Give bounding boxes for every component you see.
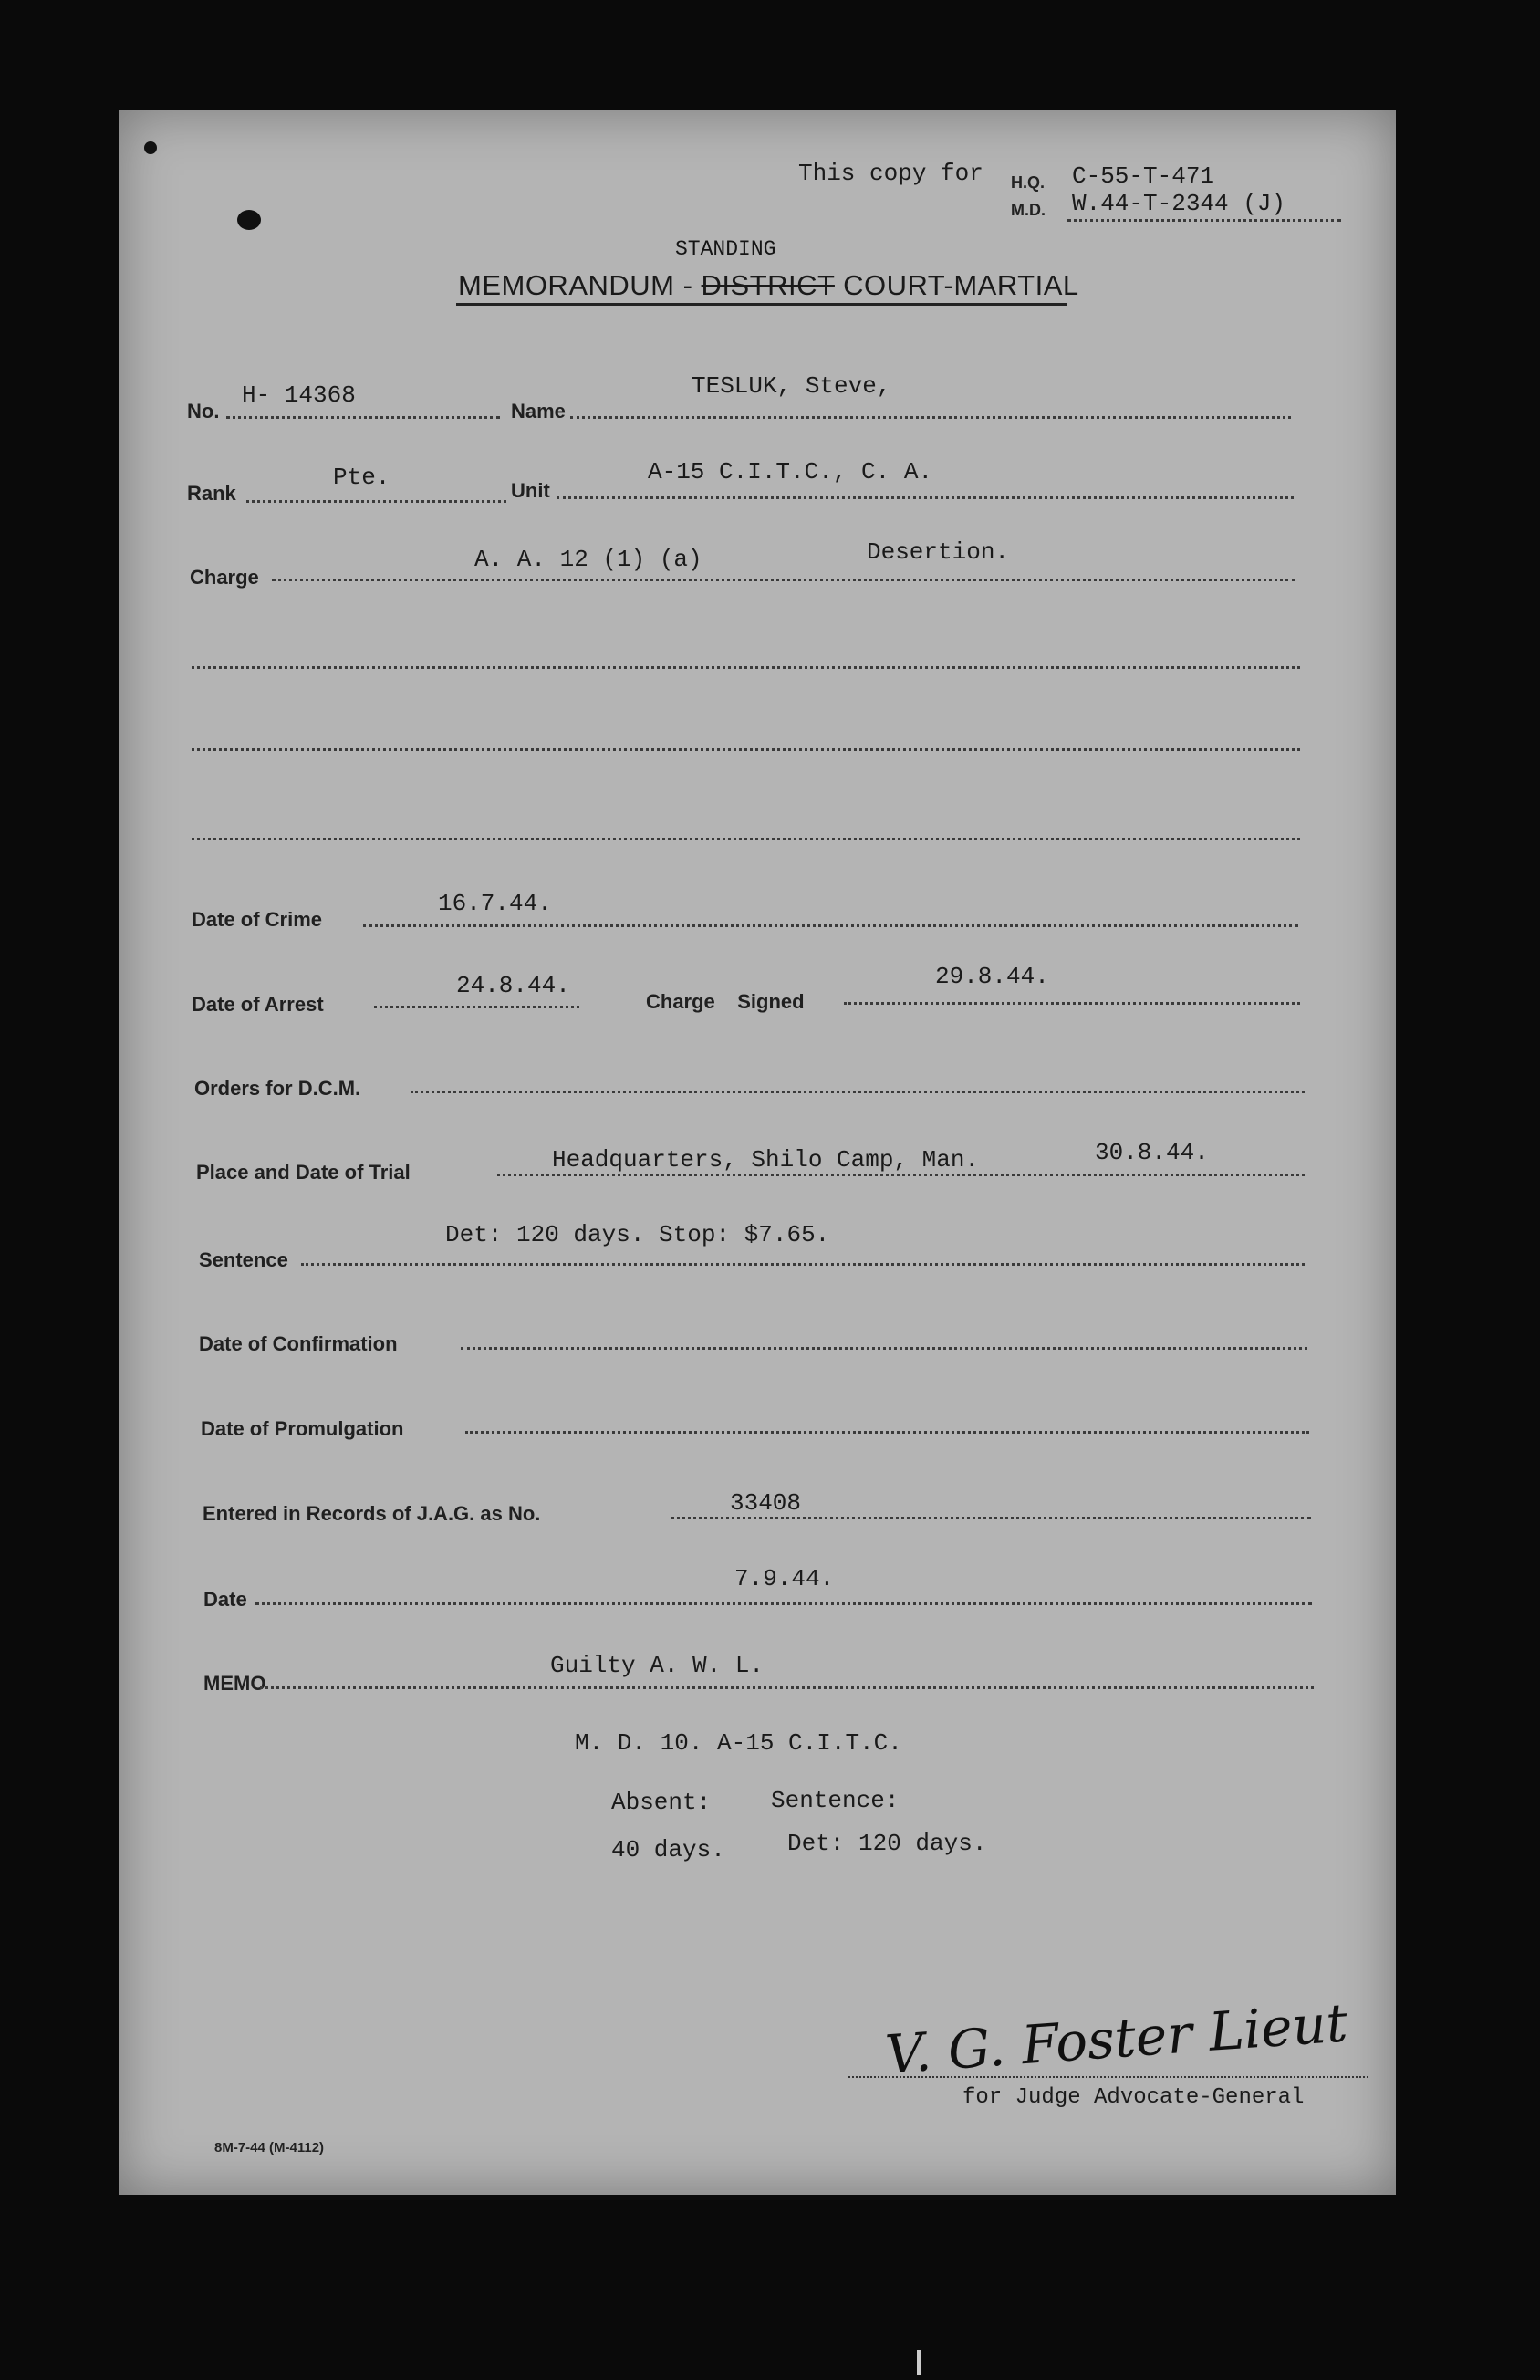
- promulgation-line: [465, 1431, 1309, 1434]
- trial-line: [497, 1174, 1305, 1176]
- absent-value: 40 days.: [611, 1836, 725, 1863]
- arrest-date-value: 24.8.44.: [456, 972, 570, 999]
- charge-description: Desertion.: [867, 538, 1010, 566]
- charge-line-3: [192, 748, 1300, 751]
- memo-sentence-value: Det: 120 days.: [787, 1830, 987, 1857]
- rank-line: [246, 500, 506, 503]
- jag-record-value: 33408: [730, 1489, 802, 1517]
- unit-line: [557, 496, 1294, 499]
- sentence-line: [301, 1263, 1305, 1266]
- title-underline: [456, 303, 1067, 306]
- memo-line: [260, 1686, 1314, 1689]
- copy-for-label: This copy for: [798, 160, 983, 187]
- memorandum-label: MEMORANDUM -: [458, 269, 693, 301]
- charge-line-4: [192, 838, 1300, 840]
- charge-line-2: [192, 666, 1300, 669]
- no-label: No.: [187, 400, 220, 423]
- memorandum-title: [458, 269, 1079, 302]
- trial-date: 30.8.44.: [1095, 1139, 1209, 1166]
- hq-label: H.Q.: [1011, 173, 1046, 192]
- rank-value: Pte.: [333, 464, 390, 491]
- date-value: 7.9.44.: [734, 1565, 835, 1592]
- punch-mark: [237, 210, 261, 230]
- trial-label: Place and Date of Trial: [196, 1161, 411, 1184]
- date-label: Date: [203, 1588, 247, 1611]
- memo-sentence-label: Sentence:: [771, 1787, 900, 1814]
- name-line: [570, 416, 1291, 419]
- no-value: H- 14368: [242, 381, 356, 409]
- standing-overtype: STANDING: [675, 237, 776, 261]
- punch-mark: [144, 141, 157, 154]
- crime-date-line: [363, 924, 1298, 927]
- date-line: [255, 1602, 1312, 1605]
- md-label: M.D.: [1011, 201, 1046, 219]
- signature-line: [848, 2076, 1368, 2078]
- arrest-date-line: [374, 1006, 579, 1008]
- memo-label: MEMO: [203, 1672, 266, 1695]
- form-number: 8M-7-44 (M-4112): [214, 2140, 325, 2156]
- promulgation-label: Date of Promulgation: [201, 1417, 404, 1440]
- charge-signed-label-2: Signed: [737, 990, 805, 1013]
- absent-label: Absent:: [611, 1789, 712, 1816]
- memo-unit-line: M. D. 10. A-15 C.I.T.C.: [575, 1729, 902, 1757]
- name-value: TESLUK, Steve,: [692, 372, 891, 400]
- confirmation-line: [461, 1347, 1307, 1350]
- charge-value: A. A. 12 (1) (a): [474, 546, 702, 573]
- md-reference: W.44-T-2344 (J): [1072, 190, 1286, 217]
- unit-label: Unit: [511, 479, 550, 502]
- trial-place: Headquarters, Shilo Camp, Man.: [552, 1146, 980, 1174]
- unit-value: A-15 C.I.T.C., C. A.: [648, 458, 933, 485]
- jag-record-label: Entered in Records of J.A.G. as No.: [203, 1502, 541, 1525]
- sentence-label: Sentence: [199, 1248, 288, 1271]
- arrest-date-label: Date of Arrest: [192, 993, 324, 1016]
- charge-signed-label: [646, 990, 805, 1014]
- charge-signed-value: 29.8.44.: [935, 963, 1049, 990]
- confirmation-label: Date of Confirmation: [199, 1332, 398, 1355]
- charge-signed-line: [844, 1002, 1300, 1005]
- sentence-value: Det: 120 days. Stop: $7.65.: [445, 1221, 830, 1248]
- rank-label: Rank: [187, 482, 236, 505]
- court-martial-label: COURT-MARTIAL: [843, 269, 1079, 301]
- md-underline: [1067, 219, 1341, 222]
- signature-caption: for Judge Advocate-General: [962, 2085, 1305, 2110]
- charge-line: [272, 579, 1295, 581]
- crime-date-value: 16.7.44.: [438, 890, 552, 917]
- jag-record-line: [671, 1517, 1311, 1519]
- charge-label: Charge: [190, 566, 259, 589]
- handwritten-signature: V. G. Foster Lieut: [883, 1991, 1350, 2086]
- district-struck: DISTRICT: [701, 269, 835, 301]
- hq-reference: C-55-T-471: [1072, 162, 1215, 190]
- orders-line: [411, 1091, 1305, 1093]
- orders-label: Orders for D.C.M.: [194, 1077, 361, 1100]
- memo-value: Guilty A. W. L.: [550, 1652, 765, 1679]
- no-line: [226, 416, 500, 419]
- charge-signed-label-1: Charge: [646, 990, 715, 1013]
- document-page: [119, 110, 1396, 2195]
- name-label: Name: [511, 400, 566, 423]
- scan-mark: [917, 2350, 921, 2375]
- crime-date-label: Date of Crime: [192, 908, 323, 931]
